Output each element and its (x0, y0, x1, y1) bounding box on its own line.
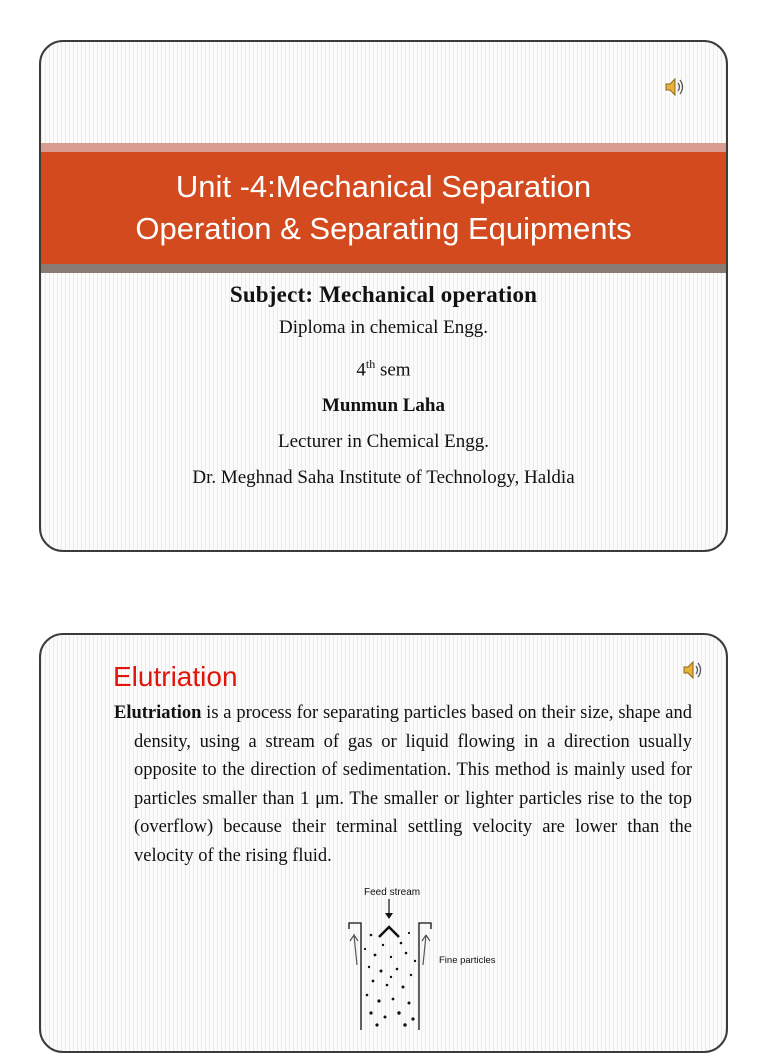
speaker-icon[interactable] (682, 659, 704, 681)
feed-arrowhead (385, 913, 393, 919)
particles (364, 932, 416, 1027)
fine-particles-label: Fine particles (439, 955, 496, 966)
speaker-icon[interactable] (664, 76, 686, 98)
title-line-1: Unit -4:Mechanical Separation (175, 169, 592, 204)
elutriation-title: Elutriation (113, 661, 238, 692)
elutriation-diagram (321, 885, 521, 1030)
title-top-band (41, 143, 726, 152)
subject-line: Subject: Mechanical operation (229, 282, 538, 307)
fine-right-arrow (422, 935, 430, 965)
fine-left-arrow (350, 935, 358, 965)
title-band (41, 152, 726, 264)
semester-suffix: th (365, 357, 376, 371)
institute-name: Dr. Meghnad Saha Institute of Technology, Haldia (192, 467, 575, 489)
cone (379, 927, 399, 937)
elutriation-term: Elutriation (114, 703, 202, 723)
author-name: Munmun Laha (321, 395, 446, 417)
elutriation-body: is a process for separating particles based on their size, shape and density, using a stream of gas or liquid flowing in a direction usually opposite to the direction of sedimentation. This method is mainly used for particles smaller than 1 μm. The smaller or lighter particles rise to the top (overflow) because their terminal settling velocity are lower than the velocity of the rising fluid. (134, 703, 692, 866)
slide-1 (39, 40, 728, 552)
course-line: Diploma in chemical Engg. (279, 317, 488, 338)
semester-number: 4 (356, 359, 366, 381)
title-bottom-band (41, 264, 726, 273)
author-position: Lecturer in Chemical Engg. (277, 431, 490, 453)
subtitle-block (41, 282, 726, 502)
slide-title (135, 166, 631, 250)
elutriation-paragraph (114, 699, 692, 870)
title-line-2: Operation & Separating Equipments (135, 211, 632, 246)
semester-word: sem (375, 359, 411, 381)
semester-line (41, 352, 726, 382)
feed-stream-label: Feed stream (364, 887, 421, 898)
slide-2 (39, 633, 728, 1053)
